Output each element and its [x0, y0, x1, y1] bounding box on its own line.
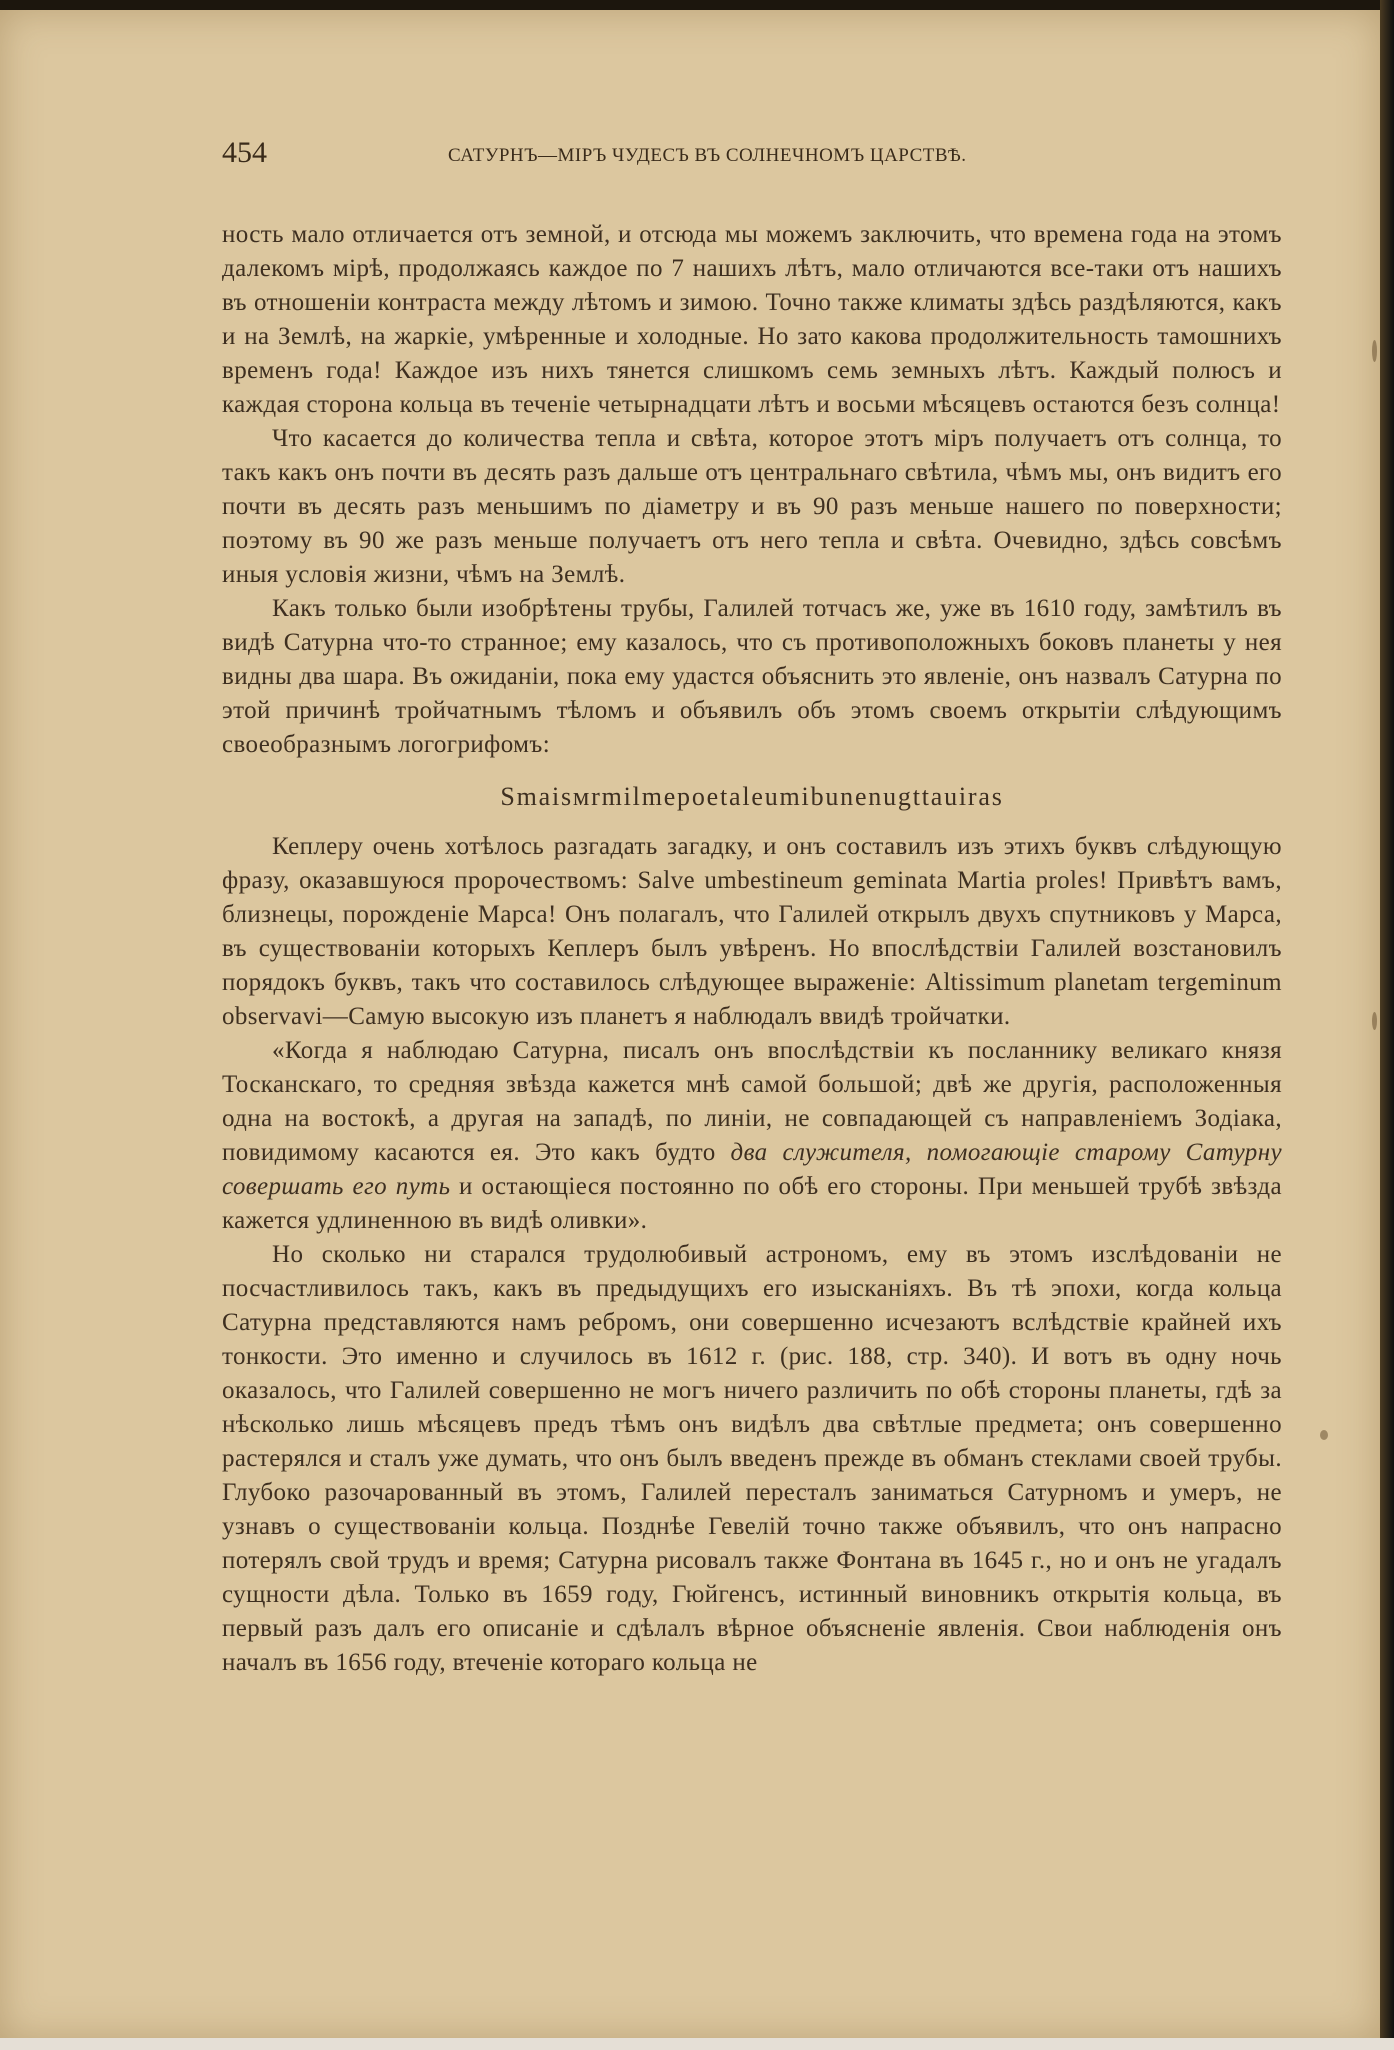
- paragraph-6: Но сколько ни старался трудолюбивый астрономъ, ему въ этомъ изслѣдованіи не посчастливилось такъ, какъ въ предыдущихъ его изысканіяхъ. Въ тѣ эпохи, когда кольца Сатурна представляются намъ ребромъ, они совершенно исчезаютъ вслѣдствіе крайней ихъ тонкости. Это именно и случилось въ 1612 г. (рис. 188, стр. 340). И вотъ въ одну ночь оказалось, что Галилей совершенно не могъ ничего различить по обѣ стороны планеты, гдѣ за нѣсколько лишь мѣсяцевъ предъ тѣмъ онъ видѣлъ два свѣтлые предмета; онъ совершенно растерялся и сталъ уже думать, что онъ былъ введенъ прежде въ обманъ стеклами своей трубы. Глубоко разочарованный въ этомъ, Галилей пересталъ заниматься Сатурномъ и умеръ, не узнавъ о существованіи кольца. Позднѣе Гевелій точно также объявилъ, что онъ напрасно потерялъ свой трудъ и время; Сатурна рисовалъ также Фонтана въ 1645 г., но и онъ не угадалъ сущности дѣла. Только въ 1659 году, Гюйгенсъ, истинный виновникъ открытія кольца, въ первый разъ далъ его описаніе и сдѣлалъ вѣрное объясненіе явленія. Свои наблюденія онъ началъ въ 1656 году, втеченіе котораго кольца не: [222, 1241, 1282, 1676]
- ink-spot: [1372, 1012, 1377, 1030]
- running-head: САТУРНЪ—МІРЪ ЧУДЕСЪ ВЪ СОЛНЕЧНОМЪ ЦАРСТВѢ.: [448, 145, 967, 166]
- page-header: [222, 136, 1282, 176]
- paragraph-1: ность мало отличается отъ земной, и отсюда мы можемъ заключить, что времена года на этомъ далекомъ мірѣ, продолжаясь каждое по 7 нашихъ лѣтъ, мало отличаются все-таки отъ нашихъ въ отношеніи контраста между лѣтомъ и зимою. Точно также климаты здѣсь раздѣляются, какъ и на Землѣ, на жаркіе, умѣренные и холодные. Но зато какова продолжительность тамошнихъ временъ года! Каждое изъ нихъ тянется слишкомъ семь земныхъ лѣтъ. Каждый полюсъ и каждая сторона кольца въ теченіе четырнадцати лѣтъ и восьми мѣсяцевъ остаются безъ солнца!: [222, 221, 1282, 418]
- paragraph-5-end: и остающіеся постоянно по обѣ его стороны. При меньшей трубѣ звѣзда кажется удлиненною въ видѣ оливки».: [222, 1173, 1282, 1234]
- scan-bottom-strip: [0, 2038, 1394, 2050]
- paragraph-5: [222, 1034, 1282, 1238]
- body-text: [222, 218, 1282, 1680]
- ink-spot: [1320, 1430, 1328, 1440]
- paragraph-5-start: «Когда я наблюдаю Сатурна, писалъ онъ впослѣдствіи къ посланнику великаго князя Тосканскаго, то средняя звѣзда кажется мнѣ самой большой; двѣ же другія, расположенныя одна на востокѣ, а другая на западѣ, по линіи, не совпадающей съ направленіемъ Зодіака, повидимому касаются ея. Это какъ будто: [222, 1037, 1282, 1166]
- page-number: 454: [222, 136, 267, 169]
- page-right-edge: [1380, 0, 1394, 2050]
- paragraph-4: Кеплеру очень хотѣлось разгадать загадку, и онъ составилъ изъ этихъ буквъ слѣдующую фразу, оказавшуюся пророчествомъ: Salve umbestineum geminata Martia proles! Привѣтъ вамъ, близнецы, порожденіе Марса! Онъ полагалъ, что Галилей открылъ двухъ спутниковъ у Марса, въ существованіи которыхъ Кеплеръ былъ увѣренъ. Но впослѣдствіи Галилей возстановилъ порядокъ буквъ, такъ что составилось слѣдующее выраженіе: Altissimum planetam tergeminum observavi—Самую высокую изъ планетъ я наблюдалъ ввидѣ тройчатки.: [222, 833, 1282, 1030]
- book-page: [0, 10, 1380, 2040]
- paragraph-2: Что касается до количества тепла и свѣта, которое этотъ міръ получаетъ отъ солнца, то такъ какъ онъ почти въ десять разъ дальше отъ центральнаго свѣтила, чѣмъ мы, онъ видитъ его почти въ десять разъ меньшимъ по діаметру и въ 90 разъ меньше нашего по поверхности; поэтому въ 90 же разъ меньше получаетъ отъ него тепла и свѣта. Очевидно, здѣсь совсѣмъ иныя условія жизни, чѣмъ на Землѣ.: [222, 425, 1282, 588]
- logograph: Smaisмrmilmepoetaleumibunenugttauiras: [500, 782, 1004, 811]
- paragraph-5-italic: два служителя, помогающіе старому Сатурну совершать его путь: [222, 1139, 1282, 1200]
- ink-spot: [1372, 340, 1377, 362]
- paragraph-3: Какъ только были изобрѣтены трубы, Галилей тотчасъ же, уже въ 1610 году, замѣтилъ въ видѣ Сатурна что-то странное; ему казалось, что съ противоположныхъ боковъ планеты у нея видны два шара. Въ ожиданіи, пока ему удастся объяснить это явленіе, онъ назвалъ Сатурна по этой причинѣ тройчатнымъ тѣломъ и объявилъ объ этомъ своемъ открытіи слѣдующимъ своеобразнымъ логогрифомъ:: [222, 595, 1282, 758]
